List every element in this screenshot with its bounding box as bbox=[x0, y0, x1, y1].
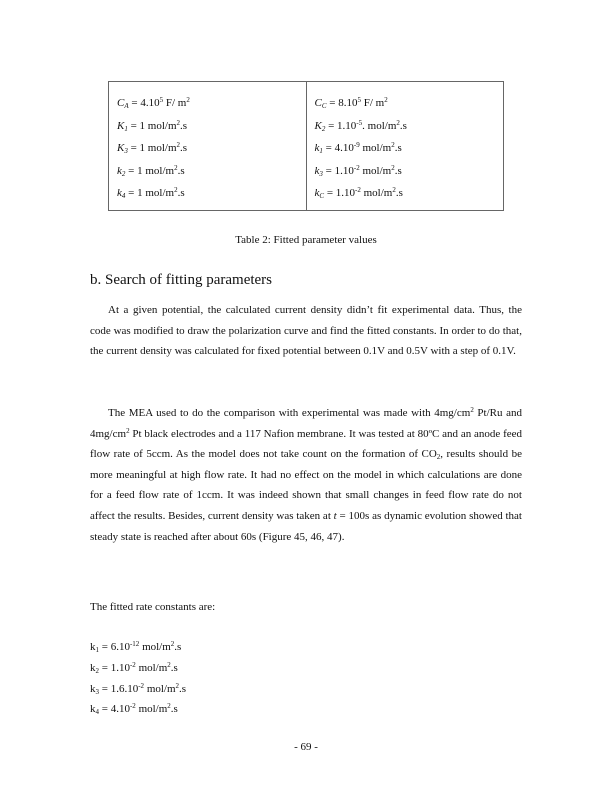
table-entry bbox=[117, 160, 306, 183]
const-exponent: -2 bbox=[138, 681, 145, 690]
const-value: = 6.10 bbox=[99, 641, 130, 653]
param-unit: .s bbox=[180, 142, 188, 155]
table-entry bbox=[315, 182, 504, 205]
text-span: The MEA used to do the comparison with experimental was made with 4mg/cm bbox=[108, 407, 471, 419]
param-unit: .s bbox=[177, 187, 185, 200]
const-subscript: 1 bbox=[95, 646, 99, 654]
param-symbol: k bbox=[314, 142, 320, 155]
const-subscript: 4 bbox=[95, 708, 99, 717]
param-symbol: k bbox=[117, 164, 122, 177]
unit-tail: .s bbox=[394, 142, 402, 155]
unit-exponent: 2 bbox=[170, 640, 175, 648]
unit-tail: .s bbox=[399, 119, 407, 132]
subscript: 2 bbox=[436, 453, 441, 462]
param-value: = 1 mol/m bbox=[127, 142, 177, 155]
param-subscript: 1 bbox=[124, 124, 128, 133]
text-span: , results should be more meaningful at high flow rate. It had no effect on the model in which calculations are done for a feed flow rate of 1ccm. It was indeed shown that small changes in feed flow rate do not affect the results. Besides, current density was taken at bbox=[90, 448, 522, 522]
unit-exponent: 2 bbox=[396, 118, 400, 127]
param-unit: . mol/m bbox=[362, 119, 397, 132]
param-value: = 1.10 bbox=[324, 187, 356, 200]
const-value: = 4.10 bbox=[99, 703, 130, 716]
unit-exponent: 2 bbox=[186, 96, 190, 104]
const-unit: mol/m bbox=[144, 682, 176, 695]
param-value: = 4.10 bbox=[128, 97, 160, 109]
param-exponent: -9 bbox=[353, 141, 360, 150]
page-number: - 69 - bbox=[294, 741, 318, 753]
const-unit: mol/m bbox=[135, 703, 168, 716]
table-entry bbox=[315, 115, 504, 138]
unit-tail: .s bbox=[170, 703, 178, 716]
unit-exponent: 2 bbox=[167, 702, 171, 711]
const-exponent: -12 bbox=[129, 640, 140, 648]
param-exponent: 2 bbox=[176, 118, 181, 127]
param-symbol: K bbox=[117, 119, 125, 132]
param-subscript: 2 bbox=[121, 169, 126, 178]
const-symbol: k bbox=[90, 703, 96, 716]
table-right-column bbox=[306, 82, 504, 211]
unit-exponent: 2 bbox=[384, 96, 388, 104]
param-subscript: 4 bbox=[121, 192, 126, 201]
const-symbol: k bbox=[90, 682, 96, 695]
param-subscript: C bbox=[321, 102, 327, 110]
param-value: = 1 mol/m bbox=[125, 187, 175, 200]
const-symbol: k bbox=[90, 641, 96, 653]
const-symbol: k bbox=[90, 661, 96, 674]
table-entry bbox=[315, 137, 504, 160]
param-unit: F/ m bbox=[163, 97, 187, 109]
rate-constant bbox=[90, 679, 186, 700]
param-subscript: 1 bbox=[319, 147, 323, 156]
const-subscript: 3 bbox=[95, 687, 99, 696]
text-span: Pt/Ru and 4mg/cm bbox=[90, 407, 522, 440]
unit-tail: .s bbox=[174, 641, 182, 653]
superscript: 2 bbox=[470, 406, 474, 414]
paragraph-mea bbox=[90, 403, 522, 547]
rate-constant bbox=[90, 658, 186, 679]
param-subscript: 3 bbox=[124, 147, 128, 156]
param-value: = 4.10 bbox=[322, 142, 354, 155]
paragraph-intro: At a given potential, the calculated current density didn’t fit experimental data. Thus, the code was modified to draw the polarization curve and find the fitted constants. In order to do that, the current density was calculated for fixed potential between 0.1V and 0.5V with a step of 0.1V. bbox=[90, 304, 522, 358]
unit-exponent: 2 bbox=[167, 660, 171, 669]
text-span: = 100s as dynamic evolution showed that steady state is reached after about 60s (Figure 45, 46, 47). bbox=[90, 509, 522, 543]
param-symbol: K bbox=[314, 119, 322, 132]
rate-constant bbox=[90, 637, 186, 658]
param-subscript: C bbox=[319, 192, 325, 201]
param-subscript: 3 bbox=[319, 169, 323, 178]
param-exponent: -2 bbox=[353, 163, 360, 172]
param-symbol: k bbox=[117, 187, 122, 200]
table-entry bbox=[315, 160, 504, 183]
table-entry bbox=[117, 92, 306, 115]
unit-tail: .s bbox=[170, 661, 178, 674]
unit-exponent: 2 bbox=[175, 681, 180, 690]
table-caption: Table 2: Fitted parameter values bbox=[235, 234, 377, 246]
section-heading: b. Search of fitting parameters bbox=[90, 272, 273, 288]
table-left-column bbox=[109, 82, 307, 211]
param-unit: mol/m bbox=[359, 164, 392, 177]
paragraph-constants-intro: The fitted rate constants are: bbox=[90, 601, 216, 613]
param-unit: mol/m bbox=[360, 187, 393, 200]
param-value: = 1.10 bbox=[322, 164, 354, 177]
param-unit: .s bbox=[180, 119, 188, 132]
superscript: 2 bbox=[126, 426, 130, 435]
unit-tail: .s bbox=[394, 164, 402, 177]
param-symbol: C bbox=[117, 97, 125, 109]
unit-tail: .s bbox=[395, 187, 403, 200]
unit-tail: .s bbox=[179, 682, 187, 695]
const-exponent: -2 bbox=[129, 702, 136, 711]
table-entry bbox=[315, 92, 504, 115]
param-unit: .s bbox=[177, 164, 185, 177]
unit-exponent: 2 bbox=[391, 163, 395, 172]
const-unit: mol/m bbox=[135, 661, 168, 674]
param-value: = 8.10 bbox=[326, 97, 358, 109]
fitted-parameter-table bbox=[108, 81, 504, 211]
param-exponent: 2 bbox=[174, 163, 178, 172]
rate-constant bbox=[90, 699, 186, 720]
param-exponent: 2 bbox=[176, 141, 181, 150]
param-exponent: -5 bbox=[356, 118, 363, 127]
param-symbol: C bbox=[314, 97, 322, 109]
param-symbol: k bbox=[314, 187, 320, 200]
param-subscript: 2 bbox=[321, 124, 326, 133]
param-exponent: -2 bbox=[355, 186, 361, 195]
param-symbol: K bbox=[117, 142, 125, 155]
rate-constants-list bbox=[90, 637, 186, 720]
const-exponent: -2 bbox=[129, 660, 136, 669]
param-unit: mol/m bbox=[359, 142, 392, 155]
table-entry bbox=[117, 182, 306, 205]
const-subscript: 2 bbox=[95, 666, 99, 675]
param-value: = 1.10 bbox=[325, 119, 357, 132]
const-value: = 1.6.10 bbox=[99, 682, 139, 695]
time-variable: t bbox=[333, 509, 337, 522]
param-unit: F/ m bbox=[360, 97, 385, 109]
unit-exponent: 2 bbox=[391, 141, 395, 150]
param-subscript: A bbox=[124, 102, 129, 110]
param-exponent: 5 bbox=[159, 96, 164, 104]
table-entry bbox=[117, 115, 306, 138]
text-span: Pt black electrodes and a 117 Nafion membrane. It was tested at 80ºC and an anode feed flow rate of 5ccm. As the model does not take count on the formation of CO bbox=[90, 427, 522, 461]
param-exponent: 5 bbox=[357, 96, 361, 104]
param-symbol: k bbox=[314, 164, 320, 177]
const-value: = 1.10 bbox=[99, 661, 130, 674]
param-value: = 1 mol/m bbox=[125, 164, 175, 177]
const-unit: mol/m bbox=[139, 641, 171, 653]
param-exponent: 2 bbox=[174, 186, 178, 195]
unit-exponent: 2 bbox=[392, 186, 396, 195]
table-entry bbox=[117, 137, 306, 160]
param-value: = 1 mol/m bbox=[127, 119, 177, 132]
